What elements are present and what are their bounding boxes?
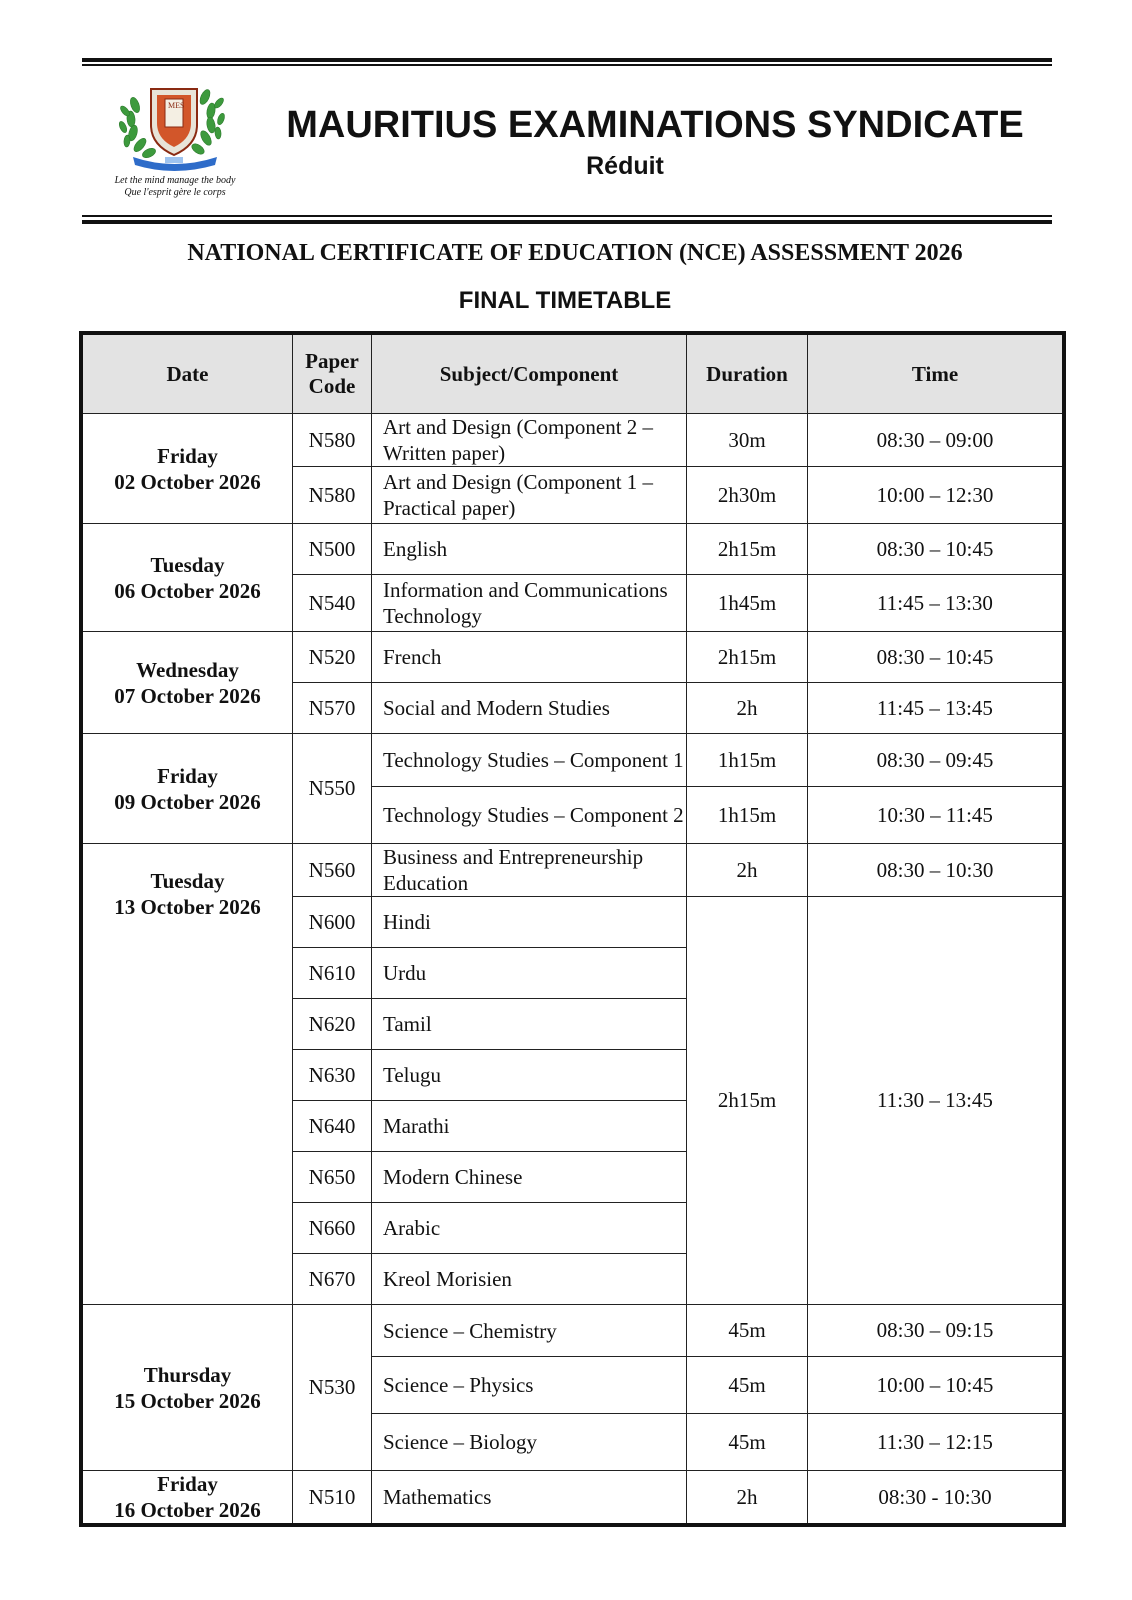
duration: 30m: [687, 414, 808, 467]
time: 11:30 – 13:45: [808, 897, 1065, 1305]
day-name: Friday: [157, 443, 218, 468]
time: 08:30 – 09:00: [808, 414, 1065, 467]
subject: Urdu: [372, 948, 687, 999]
subject: Modern Chinese: [372, 1152, 687, 1203]
duration: 2h15m: [687, 897, 808, 1305]
subject: Art and Design (Component 2 – Written paper): [372, 414, 687, 467]
subject: Business and Entrepreneurship Education: [372, 844, 687, 897]
header-date: Date: [81, 333, 293, 414]
subject: Hindi: [372, 897, 687, 948]
time: 08:30 – 09:15: [808, 1305, 1065, 1357]
logo-motto-french: Que l'esprit gère le corps: [124, 187, 226, 198]
subject: Information and Communications Technology: [372, 575, 687, 632]
day-date: 13 October 2026: [114, 895, 261, 919]
paper-code: N640: [293, 1101, 372, 1152]
table-header-row: [81, 333, 1064, 414]
date-cell: [81, 844, 293, 1305]
subject: Technology Studies – Component 1: [372, 734, 687, 787]
paper-code: N610: [293, 948, 372, 999]
paper-code: N510: [293, 1471, 372, 1526]
duration: 1h45m: [687, 575, 808, 632]
mes-crest-icon: [105, 75, 245, 175]
paper-code: N530: [293, 1305, 372, 1471]
paper-code: N520: [293, 632, 372, 683]
paper-code: N500: [293, 524, 372, 575]
paper-code: N570: [293, 683, 372, 734]
day-name: Wednesday: [136, 657, 239, 682]
date-cell: [81, 632, 293, 734]
day-date: 16 October 2026: [114, 1498, 261, 1522]
subject: Mathematics: [372, 1471, 687, 1526]
day-date: 07 October 2026: [114, 683, 261, 708]
duration: 1h15m: [687, 787, 808, 844]
paper-code: N670: [293, 1254, 372, 1305]
time: 10:00 – 10:45: [808, 1357, 1065, 1414]
day-name: Friday: [157, 763, 218, 788]
organization-name: MAURITIUS EXAMINATIONS SYNDICATE: [286, 104, 1024, 146]
day-name: Thursday: [143, 1362, 232, 1387]
day-date: 06 October 2026: [114, 578, 261, 603]
subject: Science – Physics: [372, 1357, 687, 1414]
day-name: Tuesday: [150, 869, 225, 893]
date-cell: [81, 414, 293, 524]
time: 08:30 - 10:30: [808, 1471, 1065, 1526]
timetable: [79, 331, 1066, 1527]
day-date: 15 October 2026: [114, 1388, 261, 1413]
day-date: 09 October 2026: [114, 789, 261, 814]
duration: 45m: [687, 1305, 808, 1357]
date-cell: [81, 734, 293, 844]
header-paper-code-line1: Paper: [305, 349, 359, 373]
table-row: [81, 524, 1064, 575]
document-title: NATIONAL CERTIFICATE OF EDUCATION (NCE) ASSESSMENT 2026: [187, 240, 963, 266]
time: 10:00 – 12:30: [808, 467, 1065, 524]
day-name: Tuesday: [150, 552, 225, 577]
table-row: [81, 1471, 1064, 1526]
document-subtitle: FINAL TIMETABLE: [458, 287, 672, 314]
subject: Science – Biology: [372, 1414, 687, 1471]
subject: Telugu: [372, 1050, 687, 1101]
paper-code: N600: [293, 897, 372, 948]
time: 11:30 – 12:15: [808, 1414, 1065, 1471]
header-bottom-rule-thick: [82, 220, 1052, 224]
header-time: Time: [808, 333, 1065, 414]
paper-code: N540: [293, 575, 372, 632]
time: 08:30 – 10:30: [808, 844, 1065, 897]
time: 08:30 – 10:45: [808, 632, 1065, 683]
duration: 1h15m: [687, 734, 808, 787]
duration: 2h: [687, 683, 808, 734]
paper-code: N650: [293, 1152, 372, 1203]
header-paper-code: [293, 333, 372, 414]
duration: 45m: [687, 1357, 808, 1414]
time: 08:30 – 09:45: [808, 734, 1065, 787]
subject: Marathi: [372, 1101, 687, 1152]
day-date: 02 October 2026: [114, 469, 261, 494]
duration: 45m: [687, 1414, 808, 1471]
paper-code: N660: [293, 1203, 372, 1254]
paper-code: N580: [293, 414, 372, 467]
paper-code: N580: [293, 467, 372, 524]
table-row: [81, 1305, 1064, 1357]
subject: Social and Modern Studies: [372, 683, 687, 734]
header-subject: Subject/Component: [372, 333, 687, 414]
subject: Arabic: [372, 1203, 687, 1254]
header-bottom-rule-thin: [82, 215, 1052, 217]
header-top-rule-thin: [82, 64, 1052, 66]
time: 11:45 – 13:30: [808, 575, 1065, 632]
mes-logo: [105, 75, 245, 203]
table-row: [81, 734, 1064, 787]
subject: Science – Chemistry: [372, 1305, 687, 1357]
time: 11:45 – 13:45: [808, 683, 1065, 734]
paper-code: N630: [293, 1050, 372, 1101]
duration: 2h30m: [687, 467, 808, 524]
organization-location: Réduit: [586, 152, 664, 180]
table-row: [81, 844, 1064, 897]
day-name: Friday: [157, 1472, 218, 1496]
duration: 2h: [687, 844, 808, 897]
logo-letters: MES: [168, 101, 185, 110]
logo-motto-english: Let the mind manage the body: [114, 175, 236, 186]
subject: Art and Design (Component 1 – Practical paper): [372, 467, 687, 524]
time: 10:30 – 11:45: [808, 787, 1065, 844]
date-cell: [81, 1305, 293, 1471]
table-row: [81, 632, 1064, 683]
subject: English: [372, 524, 687, 575]
header-duration: Duration: [687, 333, 808, 414]
duration: 2h15m: [687, 632, 808, 683]
date-cell: [81, 1471, 293, 1526]
subject: Technology Studies – Component 2: [372, 787, 687, 844]
table-row: [81, 414, 1064, 467]
time: 08:30 – 10:45: [808, 524, 1065, 575]
duration: 2h15m: [687, 524, 808, 575]
subject: Tamil: [372, 999, 687, 1050]
header-top-rule-thick: [82, 58, 1052, 62]
paper-code: N550: [293, 734, 372, 844]
duration: 2h: [687, 1471, 808, 1526]
date-cell: [81, 524, 293, 632]
header-paper-code-line2: Code: [308, 374, 356, 398]
paper-code: N560: [293, 844, 372, 897]
subject: Kreol Morisien: [372, 1254, 687, 1305]
subject: French: [372, 632, 687, 683]
paper-code: N620: [293, 999, 372, 1050]
